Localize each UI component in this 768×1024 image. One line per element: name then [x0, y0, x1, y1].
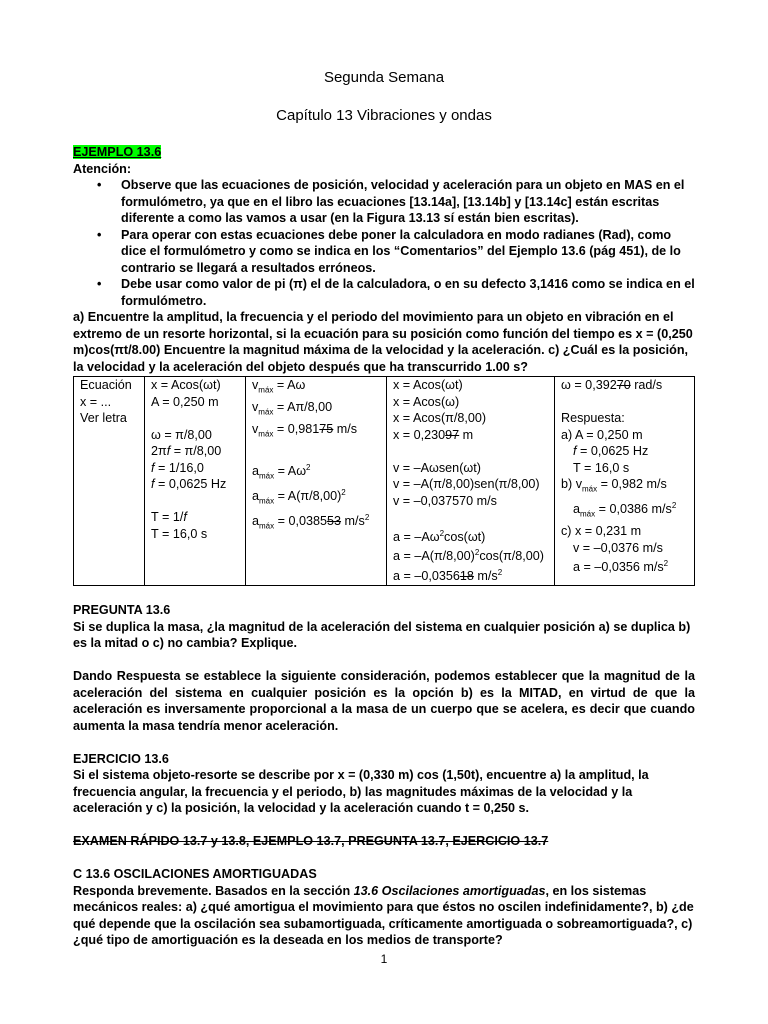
table-cell-text: x = 0,23097 m — [393, 427, 474, 442]
table-cell-text: ω = π/8,00 — [151, 427, 212, 442]
table-col-answers — [555, 377, 695, 586]
table-cell-text: x = Acos(ωt) — [151, 378, 221, 392]
table-cell-text: a = –0,0356 $m/s^2$ — [573, 559, 669, 575]
blank-line — [151, 493, 239, 510]
table-cell-text: x = ... — [80, 394, 112, 409]
table-cell-text: $a_{máx} = 0,038553$ $m/s^2$ — [252, 512, 370, 531]
damped-text-part: Responda brevemente. Basados en la sección — [73, 883, 354, 898]
table-cell-text: ω = 0,39270 rad/s — [561, 378, 663, 392]
table-cell-text: $a_{máx} = A\omega^2$ — [252, 462, 311, 481]
solution-table — [73, 376, 695, 586]
attention-list — [73, 177, 695, 309]
table-col-amplitude — [145, 377, 246, 586]
table-cell-text: f = 0,0625 Hz — [573, 444, 649, 458]
table-cell-text: a) A = 0,250 m — [561, 427, 643, 442]
table-cell-text: f = 1/16,0 — [151, 460, 204, 475]
bullet-item: • Debe usar como valor de pi (π) el de la calculadora, o en su defecto 3,1416 como se indica en el formulómetro. — [73, 276, 695, 309]
table-cell-text: $a_{máx} = A(\pi/8,00)^2$ — [252, 487, 346, 506]
page-number: 1 — [380, 952, 388, 966]
question-title: PREGUNTA 13.6 — [73, 603, 171, 618]
table-cell-text: Ecuación — [80, 378, 132, 392]
table-cell-text: f = 0,0625 Hz — [151, 477, 227, 491]
exercise-title: EJERCICIO 13.6 — [73, 751, 169, 766]
table-cell-text: x = Acos(π/8,00) — [393, 411, 487, 425]
blank-line — [151, 410, 239, 427]
table-cell-text: 2πf = π/8,00 — [151, 444, 222, 458]
table-cell-text: v = –A(π/8,00)sen(π/8,00) — [393, 477, 540, 491]
blank-line — [252, 443, 380, 460]
table-cell-text: v = –0,0376 m/s — [573, 540, 663, 555]
table-cell-text: $a_{máx} = 0,0386$ $m/s^2$ — [573, 501, 677, 519]
damped-text-part: , en los sistemas mecánicos reales: a) ¿qué amortigua el movimiento para que éstos no oscilen indefinidamente?, b) ¿de qué depende que la oscilación sea subamortiguada, críticamente amortiguada o sobreamortiguada?, c) ¿qué tipo de amortiguación es la deseada en los medios de transporte? — [73, 883, 694, 948]
table-col-equation — [74, 377, 145, 586]
blank-line — [561, 394, 688, 411]
table-cell-text: T = 16,0 s — [573, 460, 630, 475]
table-cell-text: a = –0,035618 $m/s^2$ — [393, 567, 503, 584]
table-cell-text: T = 16,0 s — [151, 526, 208, 541]
table-cell-text: c) x = 0,231 m — [561, 524, 642, 539]
bullet-item: • Para operar con estas ecuaciones debe poner la calculadora en modo radianes (Rad), como dice el formulómetro y como se indica en los “Comentarios” del Ejemplo 13.6 (pág 451), de lo contrario se llegará a resultados erróneos. — [73, 227, 695, 277]
table-cell-text: T = 1/f — [151, 510, 187, 524]
blank-line — [393, 443, 548, 460]
table-cell-text: Respuesta: — [561, 411, 625, 425]
main-content — [73, 144, 695, 949]
table-cell-text: v = –0,037570 m/s — [393, 493, 497, 508]
damped-text — [73, 883, 695, 949]
table-cell-text: $a = -A\omega^2\cos(\omega t)$ — [393, 528, 486, 544]
table-cell-text: $v_{máx} = A\omega$ — [252, 378, 306, 395]
bullet-item: • Observe que las ecuaciones de posición, velocidad y aceleración para un objeto en MAS en el formulómetro, ya que en el libro las ecuaciones [13.14a], [13.14b] y [13.14c] están escritas diferente a como las vamos a usar (en la Figura 13.13 sí están bien escritas). — [73, 177, 695, 227]
table-cell-text: A = 0,250 m — [151, 394, 219, 409]
table-cell-text: $v_{máx} = 0,98175$ m/s — [252, 422, 358, 439]
damped-title: C 13.6 OSCILACIONES AMORTIGUADAS — [73, 867, 317, 882]
example-label: EJEMPLO 13.6 — [73, 145, 162, 159]
question-answer: Dando Respuesta se establece la siguiente consideración, podemos establecer que la magnitud de la aceleración del sistema en cualquier posición es la opción b) es la MITAD, en virtud de que la aceleración es inversamente proporcional a la masa de un cuerpo que se acelera, es decir que cuando aumenta la masa tendría menor aceleración. — [73, 669, 695, 733]
table-cell-text: x = Acos(ωt) — [393, 378, 463, 392]
blank-line — [393, 509, 548, 526]
table-cell-text: $v_{máx} = A\pi/8,00$ — [252, 400, 333, 417]
table-cell-text: b) $v_{máx} = 0,982$ m/s — [561, 477, 667, 494]
chapter-title: Capítulo 13 Vibraciones y ondas — [276, 107, 492, 124]
week-title: Segunda Semana — [323, 69, 445, 86]
table-cell-text: $a = -A(\pi/8,00)^2\cos(\pi/8,00)$ — [393, 548, 544, 564]
damped-section-name: 13.6 Oscilaciones amortiguadas — [353, 883, 546, 898]
question-text: Si se duplica la masa, ¿la magnitud de la aceleración del sistema en cualquier posición a) se duplica b) es la mitad o c) no cambia? Explique. — [73, 619, 691, 651]
table-cell-text: Ver letra — [80, 411, 127, 425]
exercise-text: Si el sistema objeto-resorte se describe por x = (0,330 m) cos (1,50t), encuentre a) la amplitud, la frecuencia angular, la frecuencia y el periodo, b) las magnitudes máximas de la velocidad y la aceleración y c) la posición, la velocidad y la aceleración cuando t = 0,250 s. — [73, 768, 649, 816]
table-cell-text: v = –Aωsen(ωt) — [393, 460, 481, 475]
example-statement: a) Encuentre la amplitud, la frecuencia y el periodo del movimiento para un objeto en vibración en el extremo de un resorte horizontal, si la ecuación para su posición como función del tiempo es x = (0,250 m)cos(πt/8.00) Encuentre la magnitud máxima de la velocidad y la aceleración. c) ¿Cuál es la posición, la velocidad y la aceleración del objeto después que ha transcurrido 1.00 s? — [73, 310, 693, 374]
table-col-maximums — [246, 377, 387, 586]
attention-heading: Atención: — [73, 161, 132, 176]
struck-out-line: EXAMEN RÁPIDO 13.7 y 13.8, EJEMPLO 13.7, PREGUNTA 13.7, EJERCICIO 13.7 — [73, 834, 549, 849]
table-cell-text: x = Acos(ω) — [393, 394, 460, 409]
table-col-position — [387, 377, 555, 586]
